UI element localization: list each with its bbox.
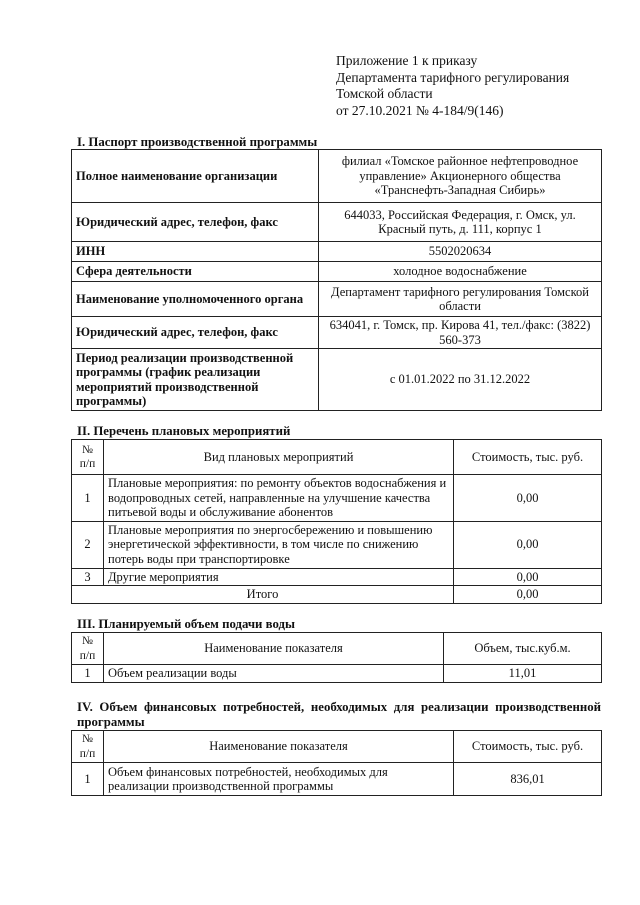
row-num: 1 — [72, 763, 104, 796]
appendix-header — [336, 53, 569, 119]
row-label: Период реализации производственной программы (график реализации мероприятий производственной программы) — [72, 349, 319, 411]
row-name: Другие мероприятия — [104, 568, 454, 586]
total-label: Итого — [72, 586, 454, 604]
row-num: 3 — [72, 568, 104, 586]
col-header-name: Вид плановых мероприятий — [104, 440, 454, 475]
table-row — [72, 203, 602, 242]
row-label: Юридический адрес, телефон, факс — [72, 203, 319, 242]
table-row — [72, 763, 602, 796]
table-row — [72, 282, 602, 317]
row-value: Департамент тарифного регулирования Томской области — [319, 282, 602, 317]
row-cost: 836,01 — [454, 763, 602, 796]
table-row — [72, 317, 602, 349]
row-value: филиал «Томское районное нефтепроводное управление» Акционерного общества «Транснефть-Западная Сибирь» — [319, 150, 602, 203]
row-label: Юридический адрес, телефон, факс — [72, 317, 319, 349]
row-value: 644033, Российская Федерация, г. Омск, ул. Красный путь, д. 111, корпус 1 — [319, 203, 602, 242]
row-name: Плановые мероприятия по энергосбережению и повышению энергетической эффективности, в том числе по снижению потерь воды при транспортировке — [104, 521, 454, 568]
row-value: 11,01 — [444, 665, 602, 683]
row-name: Объем реализации воды — [104, 665, 444, 683]
row-label: Полное наименование организации — [72, 150, 319, 203]
appendix-line: Департамента тарифного регулирования — [336, 69, 570, 85]
total-cost: 0,00 — [454, 586, 602, 604]
col-header-name: Наименование показателя — [104, 731, 454, 763]
table-row — [72, 665, 602, 683]
appendix-line: Томской области — [336, 86, 433, 101]
row-cost: 0,00 — [454, 568, 602, 586]
table-row — [72, 262, 602, 282]
row-label: Сфера деятельности — [72, 262, 319, 282]
col-header-num: № п/п — [72, 633, 104, 665]
row-name: Плановые мероприятия: по ремонту объектов водоснабжения и водопроводных сетей, направленные на улучшение качества питьевой воды и обслуживание абонентов — [104, 475, 454, 522]
col-header-num: № п/п — [72, 440, 104, 475]
row-label: Наименование уполномоченного органа — [72, 282, 319, 317]
section-title: IV. Объем финансовых потребностей, необходимых для реализации производственной программы — [77, 700, 601, 729]
table-row — [72, 521, 602, 568]
table-row — [72, 568, 602, 586]
table-row — [72, 242, 602, 262]
row-name: Объем финансовых потребностей, необходимых для реализации производственной программы — [104, 763, 454, 796]
table-row — [72, 475, 602, 522]
appendix-line: Приложение 1 к приказу — [336, 53, 478, 68]
row-value: 634041, г. Томск, пр. Кирова 41, тел./факс: (3822) 560-373 — [319, 317, 602, 349]
col-header-num: № п/п — [72, 731, 104, 763]
row-cost: 0,00 — [454, 521, 602, 568]
table-row — [72, 349, 602, 411]
finance-table — [71, 730, 602, 796]
passport-table — [71, 149, 602, 411]
table-total-row — [72, 586, 602, 604]
row-num: 1 — [72, 475, 104, 522]
table-row — [72, 150, 602, 203]
table-header-row — [72, 633, 602, 665]
section-title: III. Планируемый объем подачи воды — [77, 617, 295, 631]
section-title: II. Перечень плановых мероприятий — [77, 424, 291, 438]
table-header-row — [72, 731, 602, 763]
row-label: ИНН — [72, 242, 319, 262]
col-header-cost: Стоимость, тыс. руб. — [454, 731, 602, 763]
col-header-cost: Стоимость, тыс. руб. — [454, 440, 602, 475]
section-title: I. Паспорт производственной программы — [77, 135, 318, 149]
activities-table — [71, 439, 602, 604]
appendix-line: от 27.10.2021 № 4-184/9(146) — [336, 102, 504, 118]
col-header-name: Наименование показателя — [104, 633, 444, 665]
volume-table — [71, 632, 602, 683]
row-value: холодное водоснабжение — [319, 262, 602, 282]
row-num: 2 — [72, 521, 104, 568]
row-value: с 01.01.2022 по 31.12.2022 — [319, 349, 602, 411]
col-header-value: Объем, тыс.куб.м. — [444, 633, 602, 665]
row-value: 5502020634 — [319, 242, 602, 262]
row-num: 1 — [72, 665, 104, 683]
row-cost: 0,00 — [454, 475, 602, 522]
table-header-row — [72, 440, 602, 475]
